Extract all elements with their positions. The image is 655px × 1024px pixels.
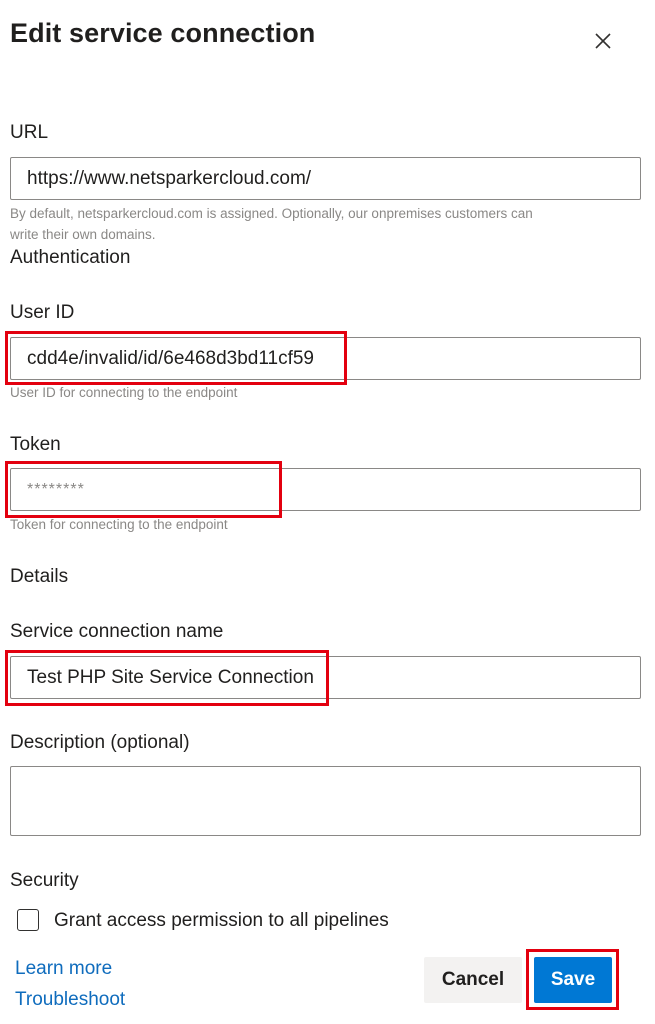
troubleshoot-link[interactable]: Troubleshoot — [15, 989, 126, 1010]
url-input-value: https://www.netsparkercloud.com/ — [27, 167, 312, 189]
user-id-input-value: cdd4e/invalid/id/6e468d3bd11cf59 — [27, 347, 314, 369]
authentication-heading: Authentication — [10, 247, 131, 268]
security-heading: Security — [10, 870, 79, 891]
dialog-title: Edit service connection — [10, 18, 316, 48]
url-input[interactable] — [10, 157, 641, 200]
close-button[interactable] — [590, 28, 616, 54]
description-label: Description (optional) — [10, 732, 190, 753]
grant-access-label[interactable]: Grant access permission to all pipelines — [54, 910, 389, 931]
grant-access-checkbox[interactable] — [17, 909, 39, 931]
user-id-input[interactable] — [10, 337, 641, 380]
service-connection-name-input[interactable] — [10, 656, 641, 699]
user-id-label: User ID — [10, 302, 75, 323]
user-id-hint: User ID for connecting to the endpoint — [10, 385, 238, 400]
url-hint — [10, 203, 650, 245]
url-hint-line1: By default, netsparkercloud.com is assigned. Optionally, our onpremises customers can — [10, 206, 533, 221]
service-connection-name-label: Service connection name — [10, 621, 224, 642]
learn-more-link[interactable]: Learn more — [15, 958, 113, 979]
details-heading: Details — [10, 566, 69, 587]
token-input[interactable] — [10, 468, 641, 511]
close-icon — [590, 28, 616, 54]
url-label: URL — [10, 122, 49, 143]
service-connection-name-value: Test PHP Site Service Connection — [27, 666, 314, 688]
save-button[interactable]: Save — [534, 957, 612, 1003]
token-label: Token — [10, 434, 61, 455]
token-input-value: ******** — [27, 480, 85, 498]
url-hint-line2: write their own domains. — [10, 227, 156, 242]
description-textarea[interactable] — [10, 766, 641, 836]
token-hint: Token for connecting to the endpoint — [10, 517, 228, 532]
cancel-button[interactable]: Cancel — [424, 957, 522, 1003]
